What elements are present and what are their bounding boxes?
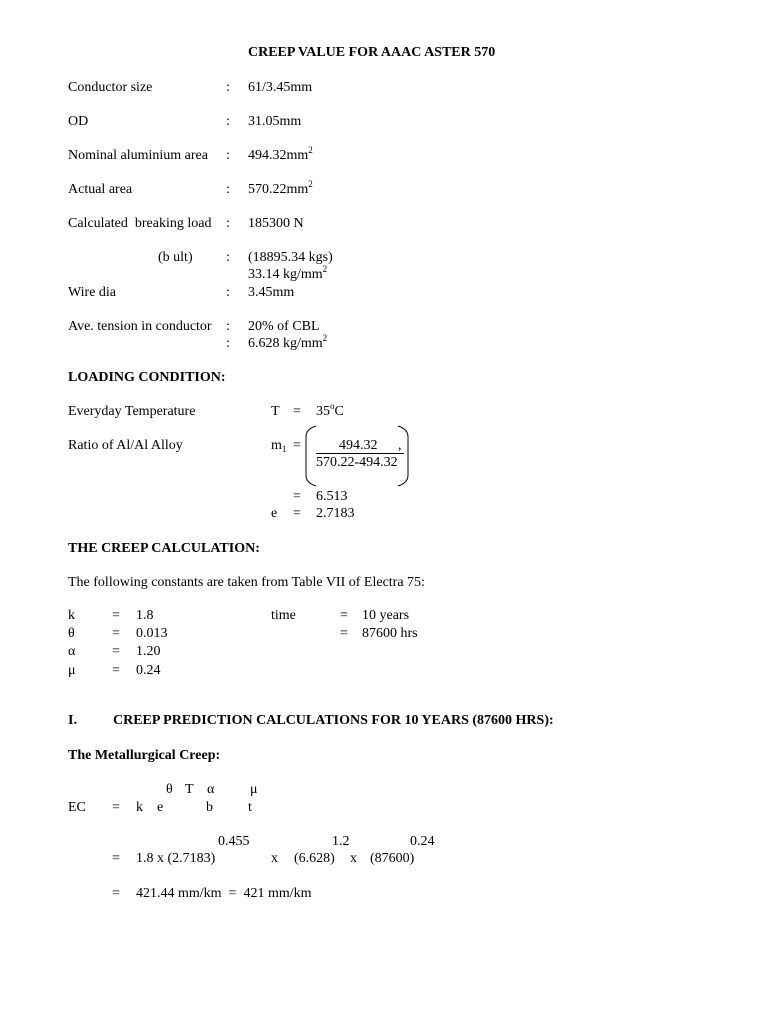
spec-value-wire-dia: 3.45mm [248,285,295,300]
time-hours: 87600 hrs [362,626,418,641]
ratio-numerator-tail: , [398,438,402,453]
spec-label-actual-area: Actual area [68,182,133,197]
ratio-label: Ratio of Al/Al Alloy [68,438,183,453]
temp-label: Everyday Temperature [68,404,196,419]
creep-intro: The following constants are taken from Table VII of Electra 75: [68,575,425,590]
exp-mu: μ [250,782,258,797]
spec-label-nominal-area: Nominal aluminium area [68,148,208,163]
spec-label-ave-tension: Ave. tension in conductor [68,319,212,334]
const-eq: = [112,644,120,659]
spec-value-actual-area: $570.22mm^2$ [248,179,313,197]
time-label: time [271,608,296,623]
time-eq: = [340,608,348,623]
time-years: 10 years [362,608,410,623]
ratio-var: $m_1$ [271,438,287,454]
creep-result: 421.44 mm/km = 421 mm/km [136,886,312,901]
e-value: 2.7183 [316,506,355,521]
exp-alpha: α [207,782,215,797]
spec-value-b-ult-kgs: (18895.34 kgs) [248,250,333,265]
multiply-sign: x [350,851,357,866]
const-eq: = [112,608,120,623]
spec-label-conductor-size: Conductor size [68,80,153,95]
power-3: 0.24 [410,834,435,849]
spec-value-breaking-load: 185300 N [248,216,304,231]
substitution-term-1: 1.8 x (2.7183) [136,851,216,866]
spec-sep: : [226,216,230,231]
spec-sep: : [226,336,230,351]
section-heading: CREEP PREDICTION CALCULATIONS FOR 10 YEARS (87600 HRS): [113,713,554,728]
ratio-denominator: 570.22-494.32 [316,455,398,470]
e-var: e [271,506,278,521]
formula-e: e [157,800,164,815]
ec-label: EC [68,800,86,815]
const-value-k: 1.8 [136,608,154,623]
temp-eq: = [293,404,301,419]
const-eq: = [112,626,120,641]
const-value-theta: 0.013 [136,626,168,641]
formula-k: k [136,800,143,815]
result-eq: = [112,886,120,901]
fraction-bar [316,453,404,454]
const-eq: = [112,663,120,678]
substitution-term-2: (6.628) [294,851,335,866]
ratio-numerator: 494.32 [339,438,378,453]
power-2: 1.2 [332,834,350,849]
ratio-eq: = [293,438,301,453]
power-1: 0.455 [218,834,250,849]
substitution-term-3: (87600) [370,851,415,866]
metallurgical-creep-heading: The Metallurgical Creep: [68,748,221,763]
spec-label-breaking-load: Calculated breaking load [68,216,212,231]
temp-value: 35$^o$C [316,401,344,419]
const-symbol-mu: μ [68,663,76,678]
right-paren-icon [396,425,410,487]
spec-label-wire-dia: Wire dia [68,285,117,300]
exp-theta: θ [166,782,173,797]
time-eq: = [340,626,348,641]
const-value-alpha: 1.20 [136,644,161,659]
spec-sep: : [226,250,230,265]
spec-sep: : [226,182,230,197]
const-symbol-k: k [68,608,75,623]
loading-heading: LOADING CONDITION: [68,370,226,385]
spec-sep: : [226,80,230,95]
result-eq: = [293,489,301,504]
spec-sep: : [226,114,230,129]
spec-sep: : [226,148,230,163]
temp-var: T [271,404,280,419]
e-eq: = [293,506,301,521]
spec-value-ave-tension: 20% of CBL [248,319,320,334]
creep-heading: THE CREEP CALCULATION: [68,541,260,556]
spec-value-ave-tension-kgmm: 6.628 $kg/mm^2$ [248,333,328,351]
spec-label-od: OD [68,114,89,129]
spec-label-b-ult: (b ult) [158,250,193,265]
formula-eq: = [112,800,120,815]
page-title: CREEP VALUE FOR AAAC ASTER 570 [248,45,496,60]
const-symbol-theta: θ [68,626,75,641]
spec-value-od: 31.05mm [248,114,302,129]
spec-sep: : [226,285,230,300]
const-symbol-alpha: α [68,644,76,659]
exp-T: T [185,782,194,797]
substitution-eq: = [112,851,120,866]
formula-b: b [206,800,213,815]
section-number: I. [68,713,77,728]
spec-sep: : [226,319,230,334]
spec-value-conductor-size: 61/3.45mm [248,80,313,95]
ratio-result: 6.513 [316,489,348,504]
spec-value-b-ult-kgmm: 33.14 $kg/mm^2$ [248,264,328,282]
multiply-sign: x [271,851,278,866]
const-value-mu: 0.24 [136,663,161,678]
spec-value-nominal-area: $494.32mm^2$ [248,145,313,163]
formula-t: t [248,800,252,815]
